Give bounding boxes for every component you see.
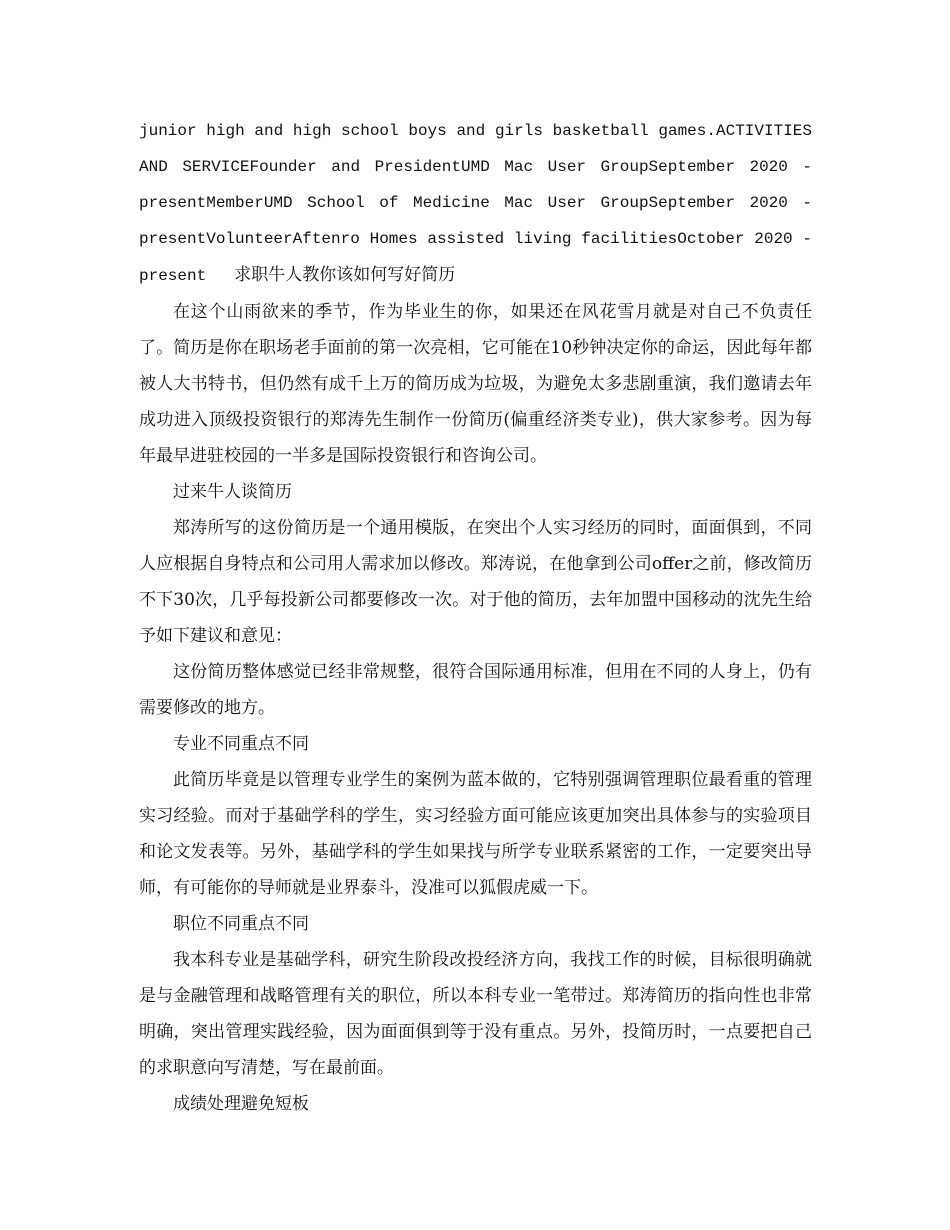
section-heading: 成绩处理避免短板 [173, 1094, 309, 1114]
section-heading: 过来牛人谈简历 [173, 482, 292, 502]
section-heading: 专业不同重点不同 [173, 734, 309, 754]
paragraph-body: 我本科专业是基础学科，研究生阶段改投经济方向，我找工作的时候，目标很明确就是与金融管理和战略管理有关的职位，所以本科专业一笔带过。郑涛简历的指向性也非常明确，突出管理实践经验，因为面面俱到等于没有重点。另外，投简历时，一点要把自己的求职意向写清楚，写在最前面。 [139, 950, 812, 1078]
intro-mono-text: junior high and high school boys and girls basketball games.ACTIVITIES AND SERVICEFounder and PresidentUMD Mac User GroupSeptember 2020 - presentMemberUMD School of Medicine Mac User GroupSeptember 2020 - presentVolunteerAftenro Homes assisted living facilitiesOctober 2020 - present [139, 122, 812, 285]
paragraph-body: 郑涛所写的这份简历是一个通用模版，在突出个人实习经历的同时，面面俱到，不同人应根据自身特点和公司用人需求加以修改。郑涛说，在他拿到公司offer之前，修改简历不下30次，几乎每投新公司都要修改一次。对于他的简历，去年加盟中国移动的沈先生给予如下建议和意见： [139, 518, 812, 646]
intro-english-text [139, 113, 812, 294]
paragraph-intro: 在这个山雨欲来的季节，作为毕业生的你，如果还在风花雪月就是对自己不负责任了。简历是你在职场老手面前的第一次亮相，它可能在10秒钟决定你的命运，因此每年都被人大书特书，但仍然有成千上万的简历成为垃圾，为避免太多悲剧重演，我们邀请去年成功进入顶级投资银行的郑涛先生制作一份简历(偏重经济类专业)，供大家参考。因为每年最早进驻校园的一半多是国际投资银行和咨询公司。 [139, 302, 812, 466]
section-heading: 职位不同重点不同 [173, 914, 309, 934]
paragraph-body: 此简历毕竟是以管理专业学生的案例为蓝本做的，它特别强调管理职位最看重的管理实习经验。而对于基础学科的学生，实习经验方面可能应该更加突出具体参与的实验项目和论文发表等。另外，基础学科的学生如果找与所学专业联系紧密的工作，一定要突出导师，有可能你的导师就是业界泰斗，没准可以狐假虎威一下。 [139, 770, 812, 898]
article-title: 求职牛人教你该如何写好简历 [234, 265, 456, 285]
document-page [139, 113, 812, 1122]
paragraph-body: 这份简历整体感觉已经非常规整，很符合国际通用标准，但用在不同的人身上，仍有需要修改的地方。 [139, 662, 812, 718]
